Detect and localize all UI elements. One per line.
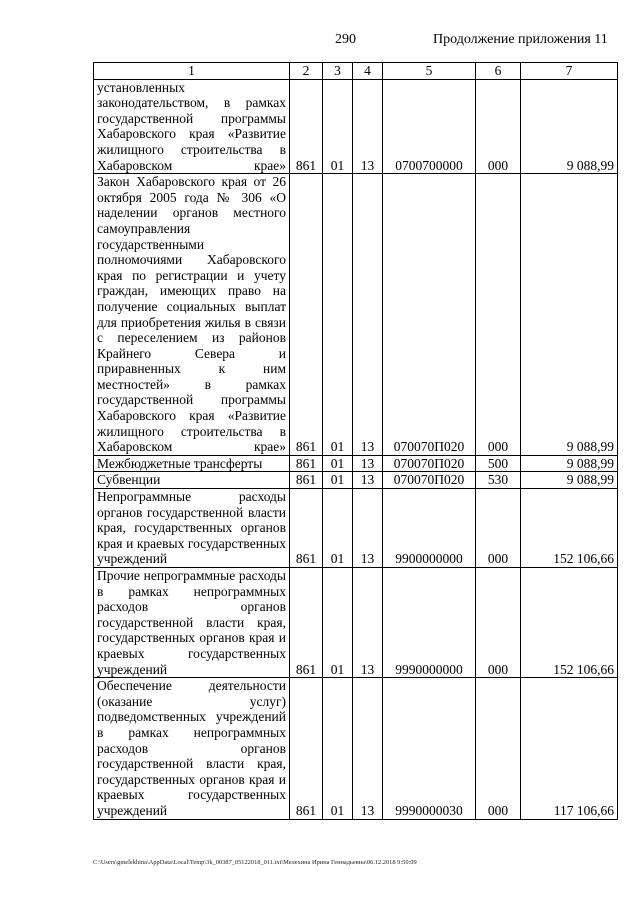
cell-section: 01 [323, 79, 353, 174]
row-name: Непрограммные расходы органов государственной власти края, государственных органов края и краевых государственных учреждений [94, 489, 290, 568]
cell-amount: 9 088,99 [521, 472, 618, 489]
cell-amount: 9 088,99 [521, 174, 618, 456]
cell-expense-type: 000 [476, 568, 521, 678]
table-header-row [94, 63, 618, 80]
row-name: Закон Хабаровского края от 26 октября 2005 года № 306 «О наделении органов местного самоуправления государственными полномочиями Хабаровского края по регистрации и учету граждан, имеющих право на получение социальных выплат для приобретения жилья в связи с переселением из районов Крайнего Севера и приравненных к ним местностей» в рамках государственной программы Хабаровского края «Развитие жилищного строительства в Хабаровском крае» [94, 174, 290, 456]
cell-target-article: 070070П020 [383, 472, 476, 489]
column-header: 6 [476, 63, 521, 80]
cell-amount: 152 106,66 [521, 489, 618, 568]
cell-expense-type: 530 [476, 472, 521, 489]
cell-amount: 117 106,66 [521, 678, 618, 819]
table-row [94, 678, 618, 819]
cell-expense-type: 000 [476, 174, 521, 456]
cell-section: 01 [323, 472, 353, 489]
cell-subsection: 13 [353, 174, 383, 456]
table-row [94, 174, 618, 456]
cell-code: 861 [290, 79, 323, 174]
column-header: 7 [521, 63, 618, 80]
column-header: 5 [383, 63, 476, 80]
appendix-continuation-title: Продолжение приложения 11 [433, 32, 608, 47]
cell-target-article: 9990000030 [383, 678, 476, 819]
cell-subsection: 13 [353, 678, 383, 819]
cell-code: 861 [290, 568, 323, 678]
page-number: 290 [335, 32, 356, 47]
cell-subsection: 13 [353, 472, 383, 489]
cell-amount: 152 106,66 [521, 568, 618, 678]
cell-expense-type: 500 [476, 455, 521, 472]
file-path-footer: C:\Users\gmelekhina\AppData\Local\Temp\3k_00387_05122018_011.txt\Мелехина Ирина Геннадьевна\06.12.2018 9:50:09 [93, 859, 417, 866]
table-row [94, 79, 618, 174]
cell-section: 01 [323, 678, 353, 819]
cell-target-article: 070070П020 [383, 455, 476, 472]
cell-target-article: 9990000000 [383, 568, 476, 678]
cell-expense-type: 000 [476, 489, 521, 568]
cell-target-article: 0700700000 [383, 79, 476, 174]
cell-section: 01 [323, 174, 353, 456]
column-header: 3 [323, 63, 353, 80]
table-row [94, 568, 618, 678]
cell-code: 861 [290, 489, 323, 568]
budget-table [93, 62, 618, 820]
row-name: Обеспечение деятельности (оказание услуг) подведомственных учреждений в рамках непрограммных расходов органов государственной власти края, государственных органов края и краевых государственных учреждений [94, 678, 290, 819]
cell-expense-type: 000 [476, 678, 521, 819]
cell-code: 861 [290, 472, 323, 489]
row-name: установленных законодательством, в рамках государственной программы Хабаровского края «Развитие жилищного строительства в Хабаровском крае» [94, 79, 290, 174]
row-name: Прочие непрограммные расходы в рамках непрограммных расходов органов государственной власти края, государственных органов края и краевых государственных учреждений [94, 568, 290, 678]
cell-subsection: 13 [353, 79, 383, 174]
row-name: Межбюджетные трансферты [94, 455, 290, 472]
row-name: Субвенции [94, 472, 290, 489]
cell-target-article: 070070П020 [383, 174, 476, 456]
cell-subsection: 13 [353, 455, 383, 472]
cell-code: 861 [290, 455, 323, 472]
table-row [94, 489, 618, 568]
cell-subsection: 13 [353, 568, 383, 678]
cell-amount: 9 088,99 [521, 455, 618, 472]
cell-section: 01 [323, 568, 353, 678]
table-row [94, 455, 618, 472]
column-header: 1 [94, 63, 290, 80]
cell-expense-type: 000 [476, 79, 521, 174]
cell-section: 01 [323, 489, 353, 568]
cell-amount: 9 088,99 [521, 79, 618, 174]
cell-code: 861 [290, 678, 323, 819]
column-header: 4 [353, 63, 383, 80]
cell-subsection: 13 [353, 489, 383, 568]
table-row [94, 472, 618, 489]
cell-section: 01 [323, 455, 353, 472]
cell-code: 861 [290, 174, 323, 456]
column-header: 2 [290, 63, 323, 80]
cell-target-article: 9900000000 [383, 489, 476, 568]
